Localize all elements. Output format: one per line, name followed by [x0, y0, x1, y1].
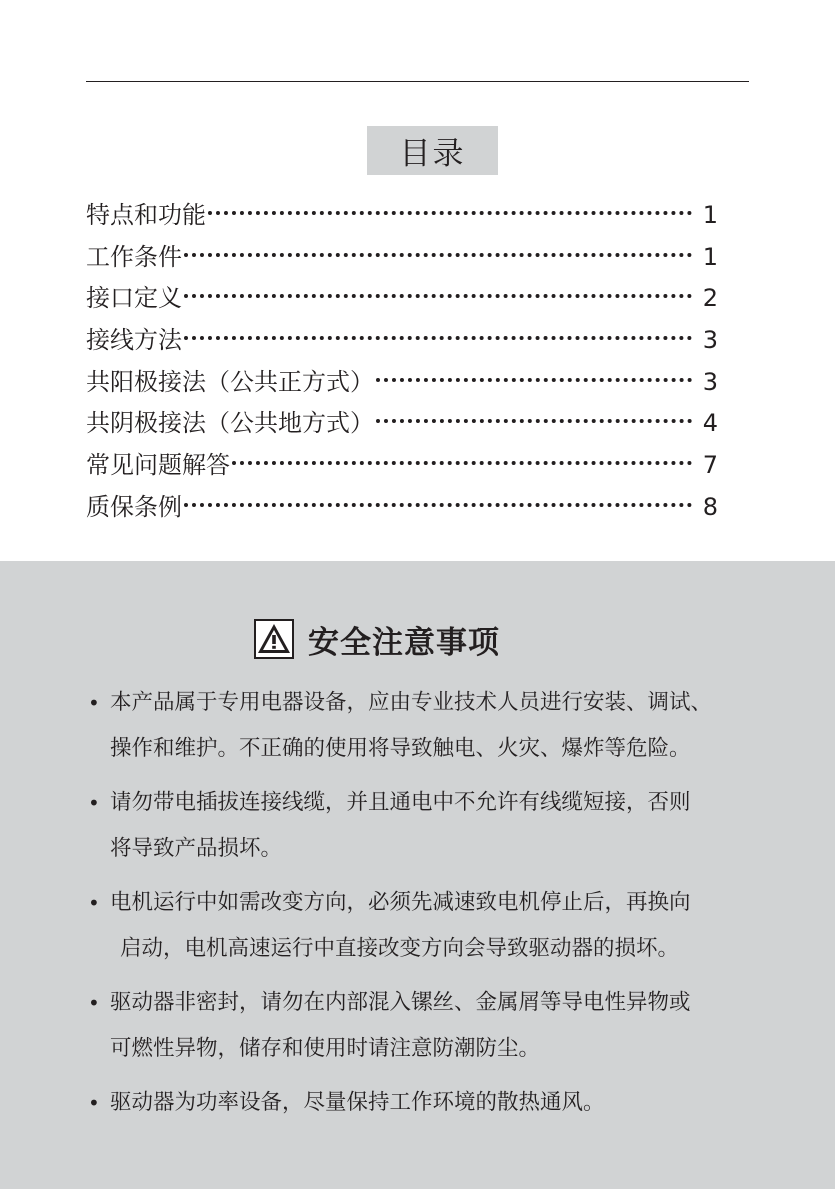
safety-item	[88, 680, 768, 772]
safety-heading	[254, 617, 500, 661]
safety-item	[88, 980, 768, 1072]
toc-item-label: 接线方法	[86, 326, 182, 355]
toc-item-label: 工作条件	[86, 242, 182, 271]
safety-item-line: 驱动器非密封，请勿在内部混入镙丝、金属屑等导电性异物或	[110, 990, 691, 1015]
toc-leader	[184, 503, 692, 507]
toc-item-label: 特点和功能	[86, 201, 206, 229]
bullet: •	[88, 691, 100, 715]
safety-item-line: 电机运行中如需改变方向，必须先减速致电机停止后，再换向	[110, 890, 691, 915]
toc-item[interactable]	[86, 362, 718, 404]
bullet: •	[88, 991, 100, 1015]
toc-item-page: 3	[702, 367, 718, 396]
top-divider	[86, 81, 749, 82]
bullet: •	[88, 891, 100, 915]
safety-item	[88, 1080, 768, 1126]
toc-item[interactable]	[86, 237, 718, 279]
safety-item-line: 驱动器为功率设备，尽量保持工作环境的散热通风。	[110, 1090, 605, 1115]
bullet: •	[88, 1091, 100, 1115]
safety-panel	[0, 561, 835, 1189]
safety-list	[88, 680, 768, 1134]
toc-list	[86, 195, 718, 529]
toc-item[interactable]	[86, 445, 718, 487]
toc-item[interactable]	[86, 195, 718, 237]
toc-item-page: 1	[702, 242, 718, 271]
toc-item[interactable]	[86, 487, 718, 529]
toc-item[interactable]	[86, 403, 718, 445]
safety-title: 安全注意事项	[308, 624, 500, 661]
toc-item-page: 1	[702, 201, 718, 229]
safety-item-line: 本产品属于专用电器设备，应由专业技术人员进行安装、调试、	[110, 690, 713, 715]
toc-leader	[208, 211, 692, 215]
toc-item-page: 8	[702, 492, 718, 521]
toc-item-label: 共阳极接法（公共正方式）	[86, 367, 374, 396]
toc-leader	[184, 336, 692, 340]
toc-leader	[184, 294, 692, 298]
toc-item-page: 4	[702, 409, 718, 438]
toc-item-page: 2	[702, 284, 718, 313]
safety-item-line: 启动，电机高速运行中直接改变方向会导致驱动器的损坏。	[120, 936, 680, 961]
toc-item-label: 常见问题解答	[86, 451, 230, 480]
toc-leader	[376, 419, 692, 423]
toc-item[interactable]	[86, 278, 718, 320]
toc-leader	[184, 253, 692, 257]
toc-item-page: 7	[702, 451, 718, 480]
toc-item-label: 共阴极接法（公共地方式）	[86, 409, 374, 438]
toc-item-label: 接口定义	[86, 284, 182, 313]
toc-item[interactable]	[86, 320, 718, 362]
safety-item-line: 可燃性异物，储存和使用时请注意防潮防尘。	[110, 1036, 541, 1061]
safety-item	[88, 880, 768, 972]
safety-item-line: 将导致产品损坏。	[110, 836, 283, 861]
bullet: •	[88, 791, 100, 815]
toc-leader	[376, 378, 692, 382]
safety-item-line: 操作和维护。不正确的使用将导致触电、火灾、爆炸等危险。	[110, 736, 691, 761]
warning-icon	[254, 619, 294, 659]
toc-leader	[232, 461, 692, 465]
safety-item-line: 请勿带电插拔连接线缆，并且通电中不允许有线缆短接，否则	[110, 790, 691, 815]
toc-item-label: 质保条例	[86, 492, 182, 521]
toc-item-page: 3	[702, 326, 718, 355]
toc-title: 目录	[367, 126, 498, 175]
safety-item	[88, 780, 768, 872]
